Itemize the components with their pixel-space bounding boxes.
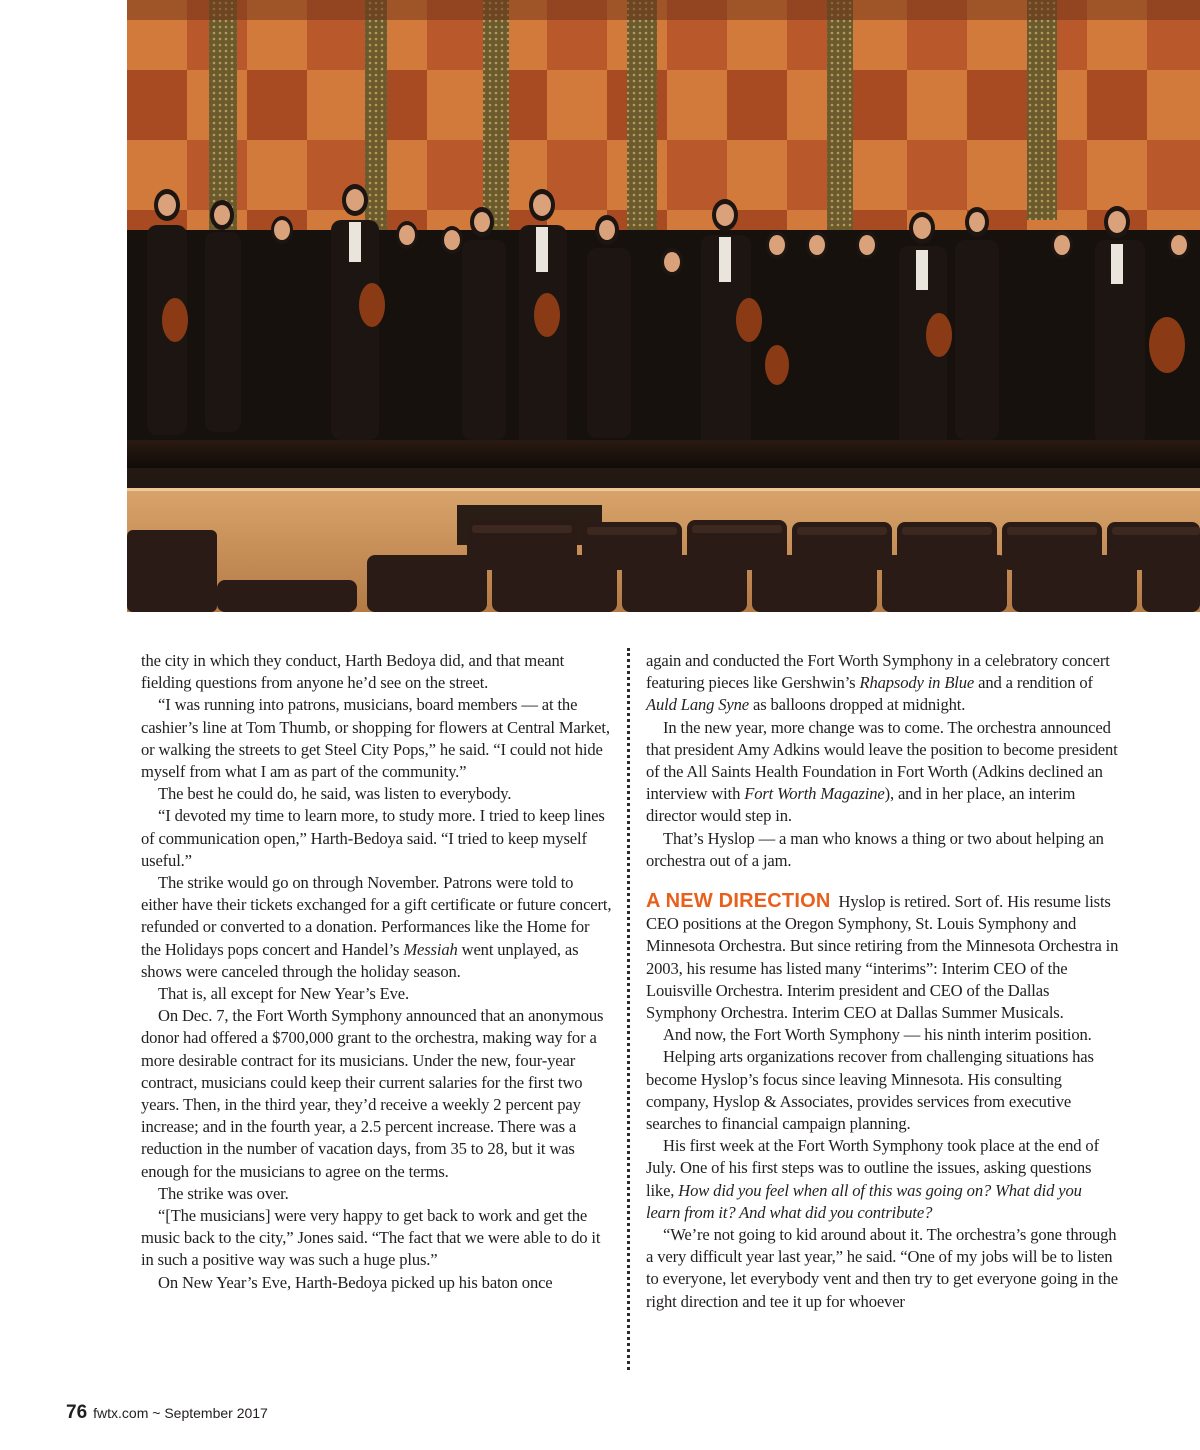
paragraph	[646, 650, 1120, 717]
text-run: His first week at the Fort Worth Symphony took place at the end of July. One of his first steps was to outline the issues, asking questions like,	[646, 1136, 1099, 1200]
paragraph	[646, 717, 1120, 828]
text-run: In the new year, more change was to come. The orchestra announced that president Amy Adkins would leave the position to become president of the All Saints Health Foundation in Fort Worth (Adkins declined an interview with	[646, 717, 1118, 804]
paragraph: “I was running into patrons, musicians, board members — at the cashier’s line at Tom Thumb, or shopping for flowers at Central Market, or walking the streets to get Steel City Pops,” he said. “I could not hide myself from what I am as part of the community.”	[141, 695, 610, 782]
paragraph: The strike was over.	[158, 1183, 289, 1203]
text-run: The strike would go on through November. Patrons were told to either have their tickets exchanged for a gift certificate or future concert, refunded or converted to a donation. Performances like the Home for the Holidays pops concert and Handel’s	[141, 873, 612, 959]
title-italic: Auld Lang Syne	[646, 695, 749, 715]
paragraph: On New Year’s Eve, Harth-Bedoya picked up his baton once	[158, 1272, 553, 1292]
paragraph	[141, 872, 613, 983]
orchestra-photo-illustration	[127, 0, 1200, 612]
paragraph: That’s Hyslop — a man who knows a thing or two about helping an orchestra out of a jam.	[646, 828, 1104, 870]
left-column	[141, 650, 613, 1294]
page-number: 76	[66, 1402, 88, 1423]
text-run: again and conducted the Fort Worth Symphony in a celebratory concert featuring pieces like Gershwin’s	[646, 651, 1110, 693]
section-paragraph	[646, 890, 1120, 1024]
text-run: and a rendition of	[974, 673, 1093, 693]
paragraph: And now, the Fort Worth Symphony — his ninth interim position.	[663, 1025, 1092, 1045]
paragraph	[646, 1135, 1120, 1224]
orchestra-photo	[127, 0, 1200, 612]
title-italic: Rhapsody in Blue	[859, 673, 975, 693]
right-column	[646, 650, 1120, 1313]
paragraph: On Dec. 7, the Fort Worth Symphony announced that an anonymous donor had offered a $700,000 grant to the orchestra, making way for a more desirable contract for its musicians. Under the new, four-year contract, musicians could keep their current salaries for the first two years. Then, in the third year, they’d receive a weekly 2 percent pay increase; and in the fourth year, a 2.5 percent increase. There was a reduction in the number of vacation days, from 35 to 28, but it was enough for the musicians to agree on the terms.	[141, 1006, 604, 1181]
title-italic: Fort Worth Magazine	[744, 784, 885, 804]
publication-line: fwtx.com ~ September 2017	[93, 1405, 268, 1421]
paragraph: “We’re not going to kid around about it. The orchestra’s gone through a very difficult year last year,” he said. “One of my jobs will be to listen to everyone, let everybody vent and then try to get everyone going in the right direction and tee it up for whoever	[646, 1225, 1118, 1311]
title-italic: Messiah	[403, 939, 458, 959]
paragraph: The best he could do, he said, was listen to everybody.	[158, 784, 512, 804]
paragraph: Helping arts organizations recover from challenging situations has become Hyslop’s focus since leaving Minnesota. His consulting company, Hyslop & Associates, provides services from executive searches to financial campaign planning.	[646, 1047, 1094, 1134]
paragraph: “I devoted my time to learn more, to study more. I tried to keep lines of communication open,” Harth-Bedoya said. “I tried to keep myself useful.”	[141, 806, 605, 870]
paragraph: That is, all except for New Year’s Eve.	[158, 984, 409, 1004]
question-italic: How did you feel when all of this was going on? What did you learn from it? And what did you contribute?	[646, 1180, 1082, 1222]
paragraph: “[The musicians] were very happy to get back to work and get the music back to the city,” Jones said. “The fact that we were able to do it in such a positive way was such a huge plus.”	[141, 1206, 601, 1270]
page-folio	[66, 1402, 268, 1424]
text-run: Hyslop is retired. Sort of. His resume lists CEO positions at the Oregon Symphony, St. Louis Symphony and Minnesota Orchestra. But since retiring from the Minnesota Orchestra in 2003, his resume has listed many “interims”: Interim CEO of the Louisville Orchestra. Interim president and CEO of the Dallas Symphony Orchestra. Interim CEO at Dallas Summer Musicals.	[646, 892, 1119, 1023]
paragraph: the city in which they conduct, Harth Bedoya did, and that meant fielding questions from anyone he’d see on the street.	[141, 651, 565, 693]
section-subhead: A NEW DIRECTION	[646, 890, 831, 913]
text-run: as balloons dropped at midnight.	[748, 695, 966, 715]
column-divider	[627, 648, 630, 1370]
text-run: went unplayed, as shows were canceled through the holiday season.	[141, 939, 579, 981]
text-run: ), and in her place, an interim director would step in.	[646, 784, 1076, 826]
